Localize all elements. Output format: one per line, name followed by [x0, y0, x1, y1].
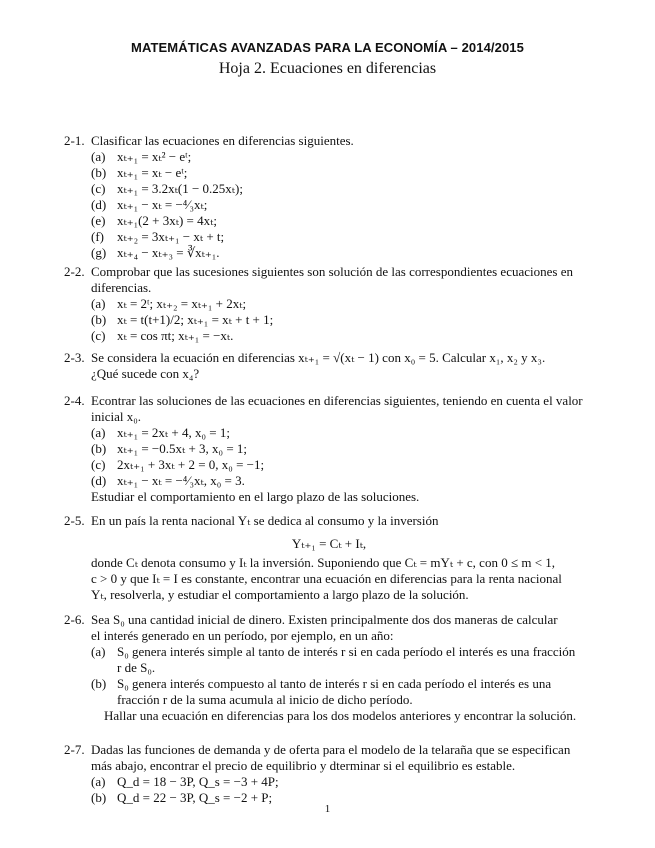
problem-number: 2-2.: [64, 264, 85, 279]
problem-2-7: [64, 742, 594, 806]
problem-number: 2-4.: [64, 393, 85, 408]
list-item: (d) xₜ₊₁ − xₜ = −⁴⁄₃xₜ;: [91, 197, 208, 212]
problem-statement: Econtrar las soluciones de las ecuaciones en diferencias siguientes, teniendo en cuenta el valor: [91, 393, 583, 408]
problem-number: 2-5.: [64, 513, 85, 528]
problem-statement-cont: Yₜ, resolverla, y estudiar el comportamiento a largo plazo de la solución.: [91, 587, 469, 602]
problem-statement-cont: más abajo, encontrar el precio de equilibrio y dterminar si el equilibrio es estable.: [91, 758, 516, 773]
list-item: (b) S₀ genera interés compuesto al tanto de interés r si en cada período el interés es una: [91, 676, 552, 691]
list-item: (c) xₜ₊₁ = 3.2xₜ(1 − 0.25xₜ);: [91, 181, 243, 196]
list-item: (b) Q_d = 22 − 3P, Q_s = −2 + P;: [91, 790, 273, 805]
problem-statement: En un país la renta nacional Yₜ se dedica al consumo y la inversión: [91, 513, 439, 528]
problem-2-5: [64, 513, 594, 603]
problem-number: 2-6.: [64, 612, 85, 627]
problem-number: 2-3.: [64, 350, 85, 365]
list-item-cont: r de S₀.: [117, 660, 156, 675]
list-item: (c) 2xₜ₊₁ + 3xₜ + 2 = 0, x₀ = −1;: [91, 457, 265, 472]
problem-statement-cont: ¿Qué sucede con x₄?: [91, 366, 200, 381]
problem-number: 2-7.: [64, 742, 85, 757]
problem-statement-cont: donde Cₜ denota consumo y Iₜ la inversión. Suponiendo que Cₜ = mYₜ + c, con 0 ≤ m < 1,: [91, 555, 556, 570]
problem-number: 2-1.: [64, 133, 85, 148]
list-item-cont: fracción r de la suma acumula al inicio de dicho período.: [117, 692, 413, 707]
list-item: (a) xₜ₊₁ = xₜ² − eᵗ;: [91, 149, 192, 164]
list-item: (c) xₜ = cos πt; xₜ₊₁ = −xₜ.: [91, 328, 234, 343]
list-item: (a) xₜ₊₁ = 2xₜ + 4, x₀ = 1;: [91, 425, 230, 440]
list-item: (a) xₜ = 2ᵗ; xₜ₊₂ = xₜ₊₁ + 2xₜ;: [91, 296, 247, 311]
list-item: (b) xₜ = t(t+1)/2; xₜ₊₁ = xₜ + t + 1;: [91, 312, 274, 327]
list-item: (b) xₜ₊₁ = xₜ − eᵗ;: [91, 165, 188, 180]
list-item: (a) Q_d = 18 − 3P, Q_s = −3 + 4P;: [91, 774, 279, 789]
list-item: (e) xₜ₊₁(2 + 3xₜ) = 4xₜ;: [91, 213, 217, 228]
list-item: (f) xₜ₊₂ = 3xₜ₊₁ − xₜ + t;: [91, 229, 225, 244]
sheet-subtitle: Hoja 2. Ecuaciones en diferencias: [218, 60, 437, 77]
list-item: (d) xₜ₊₁ − xₜ = −⁴⁄₃xₜ, x₀ = 3.: [91, 473, 245, 488]
problem-2-2: [64, 264, 594, 344]
problem-statement-cont: el interés generado en un período, por ejemplo, en un año:: [91, 628, 394, 643]
problem-statement-cont: diferencias.: [91, 280, 152, 295]
problem-closing: Hallar una ecuación en diferencias para los dos modelos anteriores y encontrar la solución.: [104, 708, 577, 723]
problem-statement-cont: inicial x₀.: [91, 409, 142, 424]
problem-statement-cont: c > 0 y que Iₜ = I es constante, encontrar una ecuación en diferencias para la renta nacional: [91, 571, 562, 586]
list-item: (g) xₜ₊₄ − xₜ₊₃ = ∛xₜ₊₁.: [91, 245, 220, 260]
problem-2-4: [64, 393, 594, 505]
list-item: (b) xₜ₊₁ = −0.5xₜ + 3, x₀ = 1;: [91, 441, 248, 456]
page-number: 1: [324, 803, 331, 815]
problem-2-6: [64, 612, 594, 724]
problem-2-3: [64, 350, 594, 382]
course-title: MATEMÁTICAS AVANZADAS PARA LA ECONOMÍA – 2014/2015: [131, 40, 524, 55]
problem-statement: Se considera la ecuación en diferencias xₜ₊₁ = √(xₜ − 1) con x₀ = 5. Calcular x₁, x₂ y x₃.: [91, 350, 546, 365]
problem-statement: Clasificar las ecuaciones en diferencias siguientes.: [91, 133, 354, 148]
list-item: (a) S₀ genera interés simple al tanto de interés r si en cada período el interés es una fracción: [91, 644, 576, 659]
problem-statement: Dadas las funciones de demanda y de oferta para el modelo de la telaraña que se especifican: [91, 742, 571, 757]
problem-closing: Estudiar el comportamiento en el largo plazo de las soluciones.: [91, 489, 420, 504]
problem-2-1: [64, 133, 594, 261]
problem-statement: Sea S₀ una cantidad inicial de dinero. Existen principalmente dos dos maneras de calcular: [91, 612, 558, 627]
display-equation: Yₜ₊₁ = Cₜ + Iₜ,: [291, 536, 367, 551]
problem-statement: Comprobar que las sucesiones siguientes son solución de las correspondientes ecuaciones en: [91, 264, 573, 279]
